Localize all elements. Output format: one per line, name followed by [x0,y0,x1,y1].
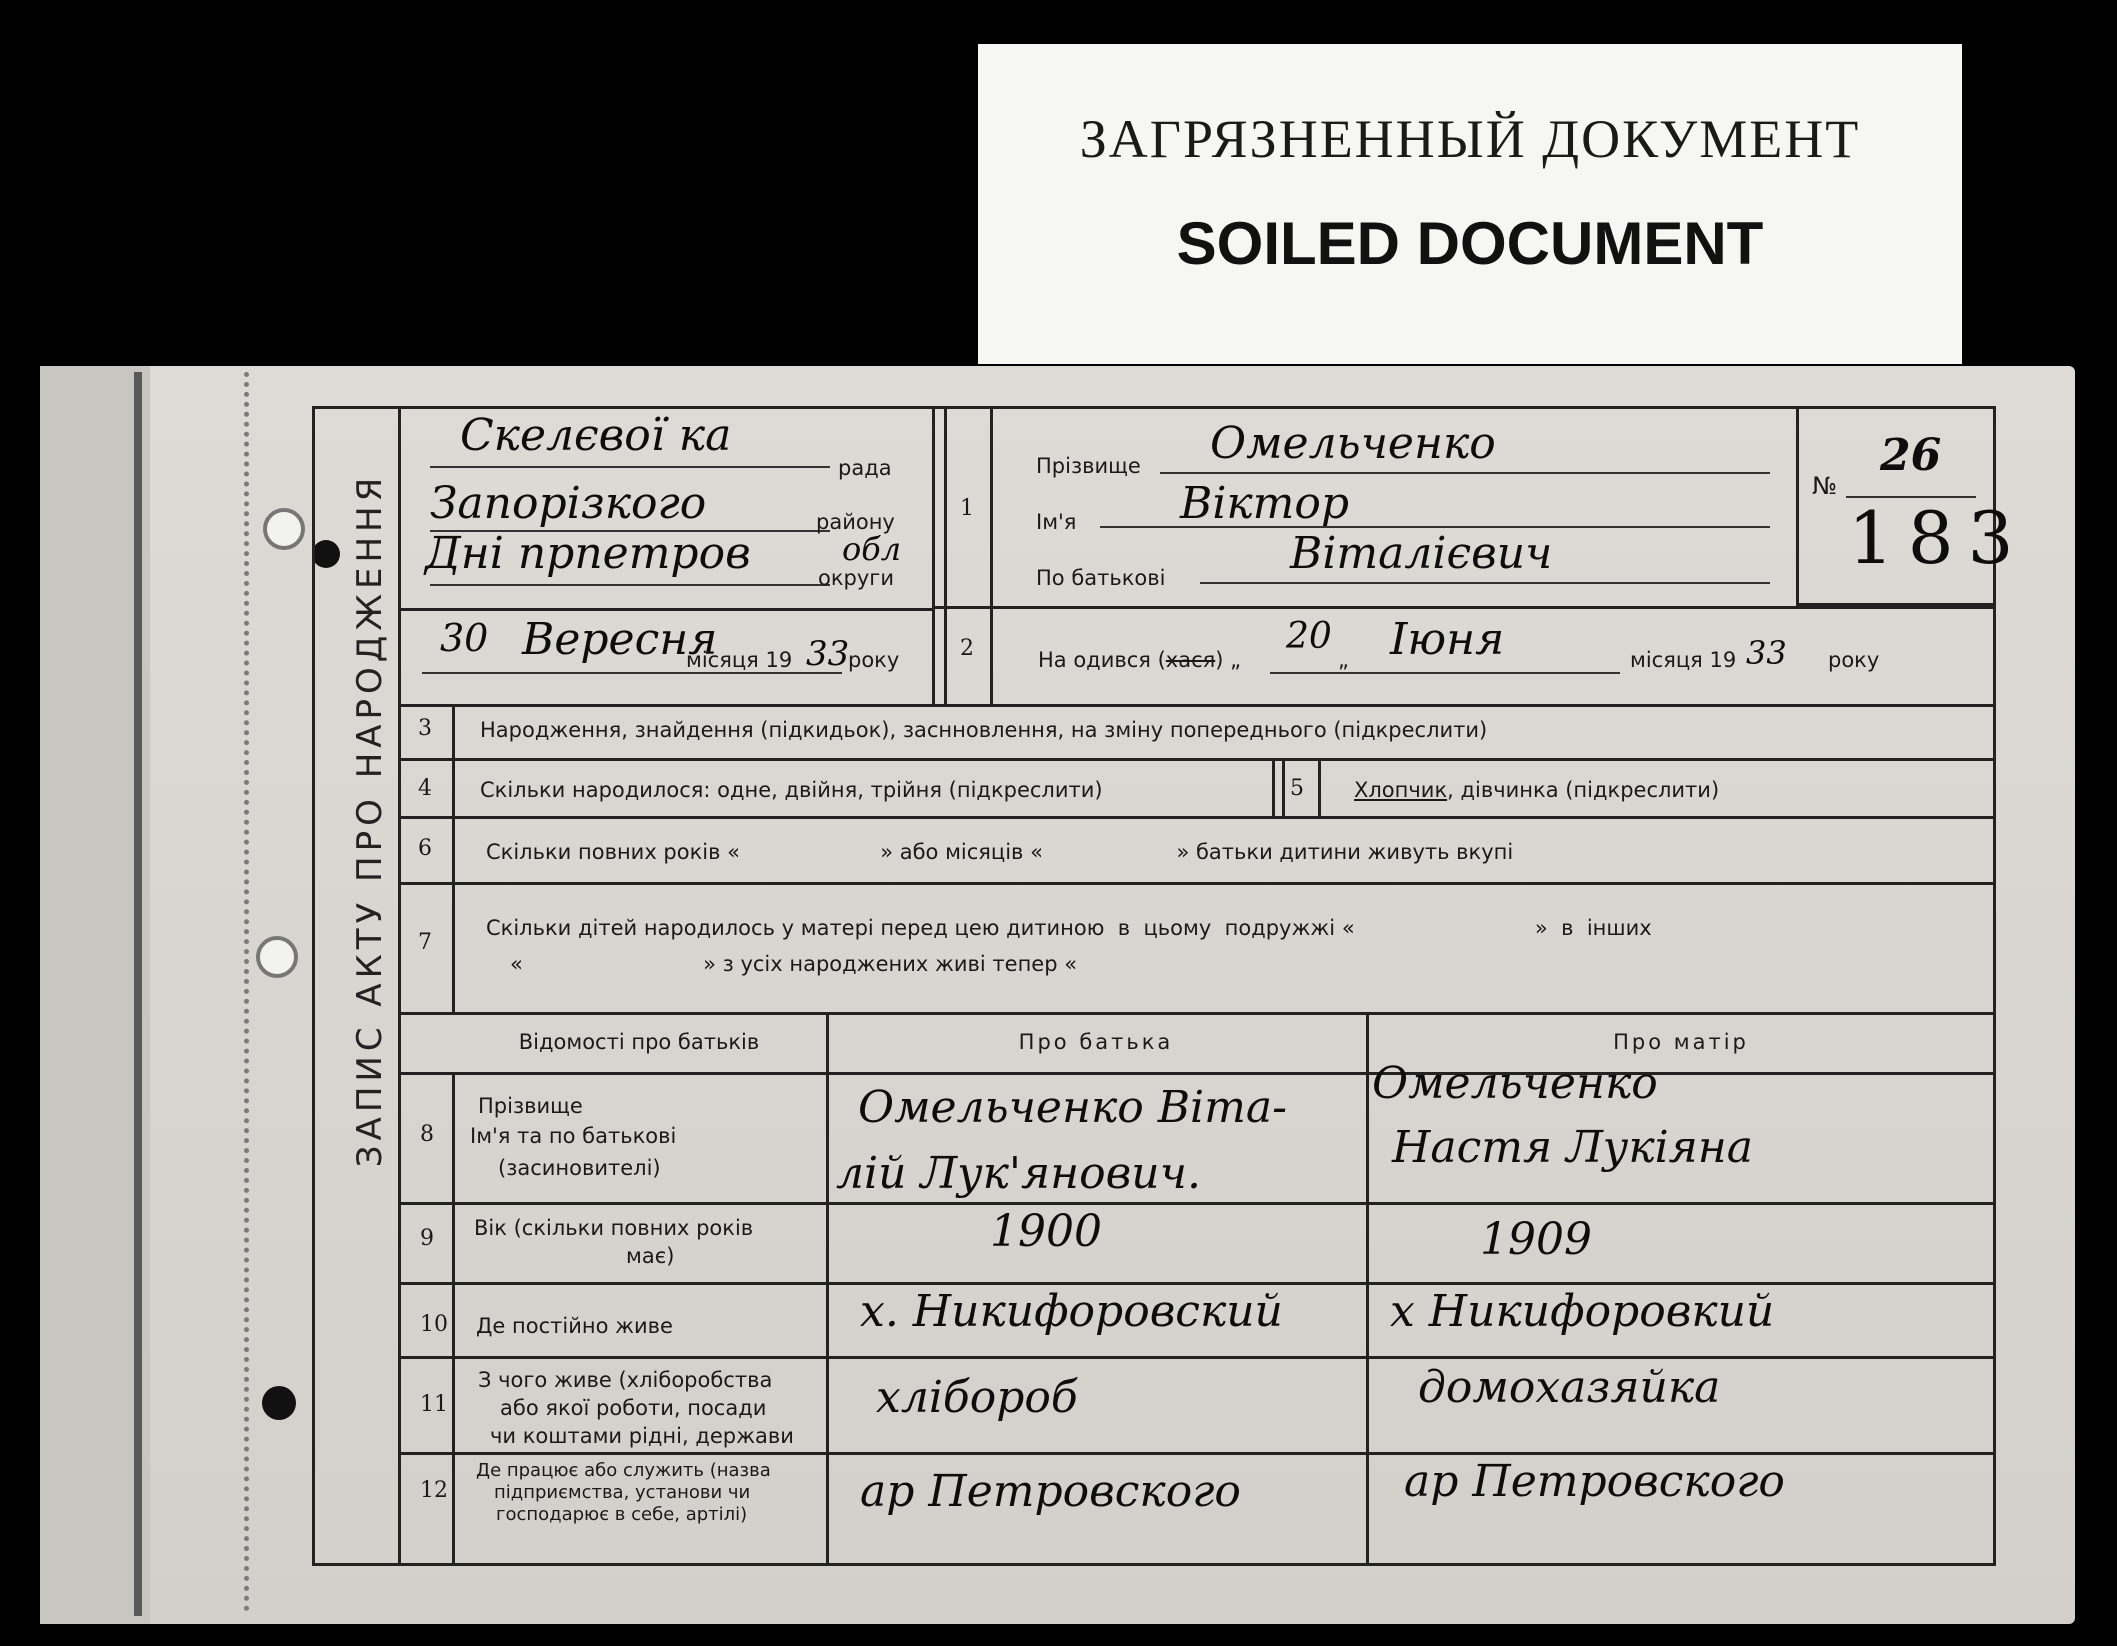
row2-struck: хася [1165,648,1216,672]
row7-text: Скільки дітей народилось у матері перед цею дитиною в цьому подружжі « » в інших [486,916,1652,940]
row12-label-1: Де працює або служить (назва [476,1460,771,1481]
father-name-line2: лій Лук'янович. [836,1148,1201,1199]
row-divider [398,882,1996,885]
date-underline [422,672,842,674]
row10-label: Де постійно живе [476,1314,673,1338]
oblast-handwriting: обл [842,530,902,568]
row-divider [398,1452,1996,1455]
father-column-line [826,1012,829,1566]
mother-name: Настя Лукіяна [1392,1122,1754,1173]
mother-residence: х Никифоровкий [1390,1286,1775,1337]
row-number-1: 1 [960,496,974,521]
row4-5-divider [1272,758,1275,816]
row-number-7: 7 [418,930,432,955]
roku-label: року [848,648,900,672]
row9-label-2: має) [626,1244,675,1268]
birth-day-handwriting: 20 [1286,616,1332,657]
row-divider [398,1072,1996,1075]
punch-hole-icon [262,1386,296,1420]
day-handwriting: 30 [440,616,489,660]
row-divider [398,758,1996,761]
column-separator [990,406,993,706]
row2-text-b: ) „ [1215,648,1242,672]
row-divider [398,1282,1996,1285]
row-number-4: 4 [418,776,432,801]
row-number-9: 9 [420,1226,434,1251]
row4-5-divider [1282,758,1285,816]
father-workplace: ар Петровского [860,1466,1241,1517]
record-number-183: 183 [1848,496,2028,580]
row-divider [398,1356,1996,1359]
label-english: SOILED DOCUMENT [1176,210,1764,277]
perforation-line [244,372,249,1612]
header-year-handwriting: 33 [806,634,850,674]
rada-underline [430,466,830,468]
row5-text [1354,778,1719,802]
name-handwriting: Віктор [1180,478,1350,529]
row-number-6: 6 [418,836,432,861]
imya-label: Ім'я [1036,510,1077,534]
row-divider [932,606,1996,609]
soiled-document-label [978,44,1962,364]
row8-label-1: Прізвище [478,1094,583,1118]
rada-label: рада [838,456,892,480]
raion-handwriting: Запорізкого [430,478,707,529]
header-father: Про батька [1018,1030,1174,1054]
vertical-title: ЗАПИС АКТУ ПРО НАРОДЖЕННЯ [350,472,390,1168]
father-residence: х. Никифоровский [860,1286,1283,1337]
header-mother: Про матір [1613,1030,1749,1054]
row-number-3: 3 [418,716,432,741]
row-number-11: 11 [420,1392,448,1417]
row3-text: Народження, знайдення (підкидьок), заснновлення, на зміну попереднього (підкреслити) [480,718,1488,742]
row12-label-3: господарює в себе, артілі) [496,1504,748,1525]
okruga-handwriting: Дні прпетров [425,528,751,579]
row-number-10: 10 [420,1312,448,1337]
row6-text: Скільки повних років « » або місяців « » батьки дитини живуть вкупі [486,840,1514,864]
patronymic-handwriting: Віталієвич [1290,528,1553,579]
row8-label-3: (засиновителі) [498,1156,661,1180]
po-batkovi-label: По батькові [1036,566,1166,590]
rivet-icon [256,936,298,978]
mother-occupation: домохазяйка [1418,1362,1721,1413]
father-occupation: хлібороб [876,1372,1078,1423]
mother-birth-year: 1909 [1480,1214,1592,1265]
row8-label-2: Ім'я та по батькові [470,1124,677,1148]
stub-edge [134,372,142,1616]
row-divider [398,1202,1996,1205]
header-divider [398,608,932,611]
patronymic-underline [1200,582,1770,584]
label-russian: ЗАГРЯЗНЕННЫЙ ДОКУМЕНТ [1079,109,1861,169]
father-birth-year: 1900 [990,1206,1102,1257]
row12-label-2: підприємства, установи чи [494,1482,751,1503]
row7-text2: « » з усіх народжених живі тепер « [510,952,1078,976]
header-vidomosti: Відомості про батьків [518,1030,760,1054]
row-number-column-line [452,1072,455,1566]
row11-label-3: чи коштами рідні, держави [490,1424,794,1448]
row11-label-1: З чого живе (хліборобства [478,1368,773,1392]
surname-underline [1160,472,1770,474]
row5-number-line [1318,758,1321,816]
record-number-handwriting: 26 [1880,430,1942,481]
month-handwriting: Вересня [522,614,718,665]
column-separator [932,406,935,706]
row2-misyatsia-label: місяця 19 [1630,648,1737,672]
rada-handwriting: Скелєвої ка [460,410,732,461]
birth-month-handwriting: Іюня [1390,614,1505,665]
okruga-label: округи [818,566,894,590]
misyatsia-label: місяця 19 [686,648,793,672]
mother-column-line [1366,1012,1369,1566]
birth-year-handwriting: 33 [1746,634,1787,672]
father-name-line1: Омельченко Віта- [858,1082,1287,1133]
row2-text [1038,648,1241,672]
row2-text-a: На одився ( [1038,648,1166,672]
title-column-line [398,406,401,1566]
prizvyshche-label: Прізвище [1036,454,1141,478]
mother-surname: Омельченко [1372,1058,1658,1109]
boy-underlined: Хлопчик [1354,778,1448,802]
row-divider [398,1012,1996,1015]
row4-text: Скільки народилося: одне, двійня, трійня (підкреслити) [480,778,1103,802]
row11-label-2: або якої роботи, посади [500,1396,767,1420]
mother-workplace: ар Петровского [1404,1456,1785,1507]
row-number-2: 2 [960,636,974,661]
row-divider [398,816,1996,819]
row-number-12: 12 [420,1478,448,1503]
record-number-label: № [1812,472,1837,500]
row-divider [398,704,1996,707]
row2-roku-label: року [1828,648,1880,672]
row5-rest: , дівчинка (підкреслити) [1447,778,1720,802]
birth-day-underline [1270,672,1620,674]
row-number-5: 5 [1290,776,1304,801]
column-separator [944,406,947,706]
row2-text-c: „ [1338,648,1349,672]
row-number-column-line [452,704,455,1014]
okruga-underline [430,584,830,586]
rivet-icon [263,508,305,550]
raion-label: району [816,510,895,534]
row-number-8: 8 [420,1122,434,1147]
surname-handwriting: Омельченко [1210,418,1496,469]
row9-label-1: Вік (скільки повних років [474,1216,754,1240]
